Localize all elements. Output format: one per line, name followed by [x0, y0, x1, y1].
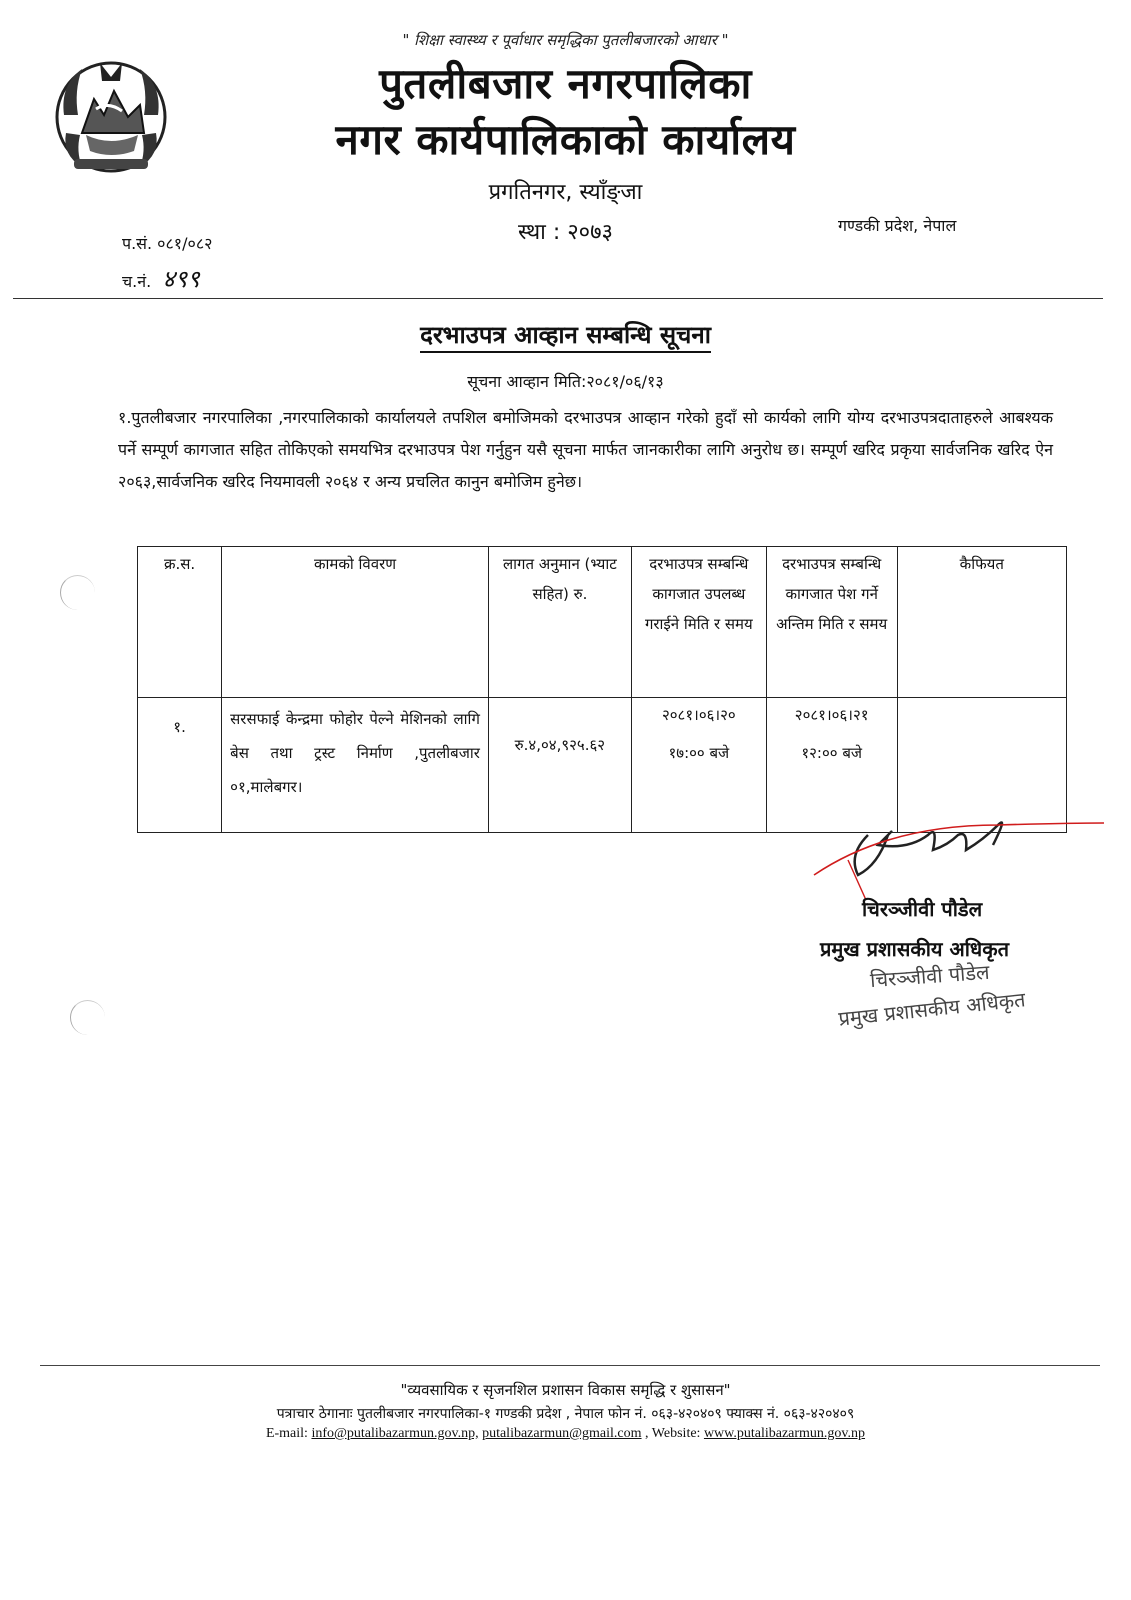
- footer-web: [0, 1426, 1131, 1442]
- established-year: स्था : २०७३: [517, 220, 614, 245]
- punch-hole-mark: [60, 575, 95, 610]
- deadline-date: २०८१।०६।२१: [794, 706, 869, 724]
- notice-title: [0, 318, 1131, 351]
- notice-title-text: दरभाउपत्र आव्हान सम्बन्धि सूचना: [420, 321, 711, 353]
- reference-value: ०८१/०८२: [157, 234, 213, 253]
- reference-label: प.सं.: [122, 234, 153, 253]
- header-deadline: दरभाउपत्र सम्बन्धि कागजात पेश गर्ने अन्तिम मिति र समय: [766, 547, 897, 698]
- email-link-2[interactable]: putalibazarmun@gmail.com: [482, 1426, 642, 1441]
- header-remarks: कैफियत: [897, 547, 1066, 698]
- footer-divider: [40, 1365, 1100, 1366]
- stamp-name: चिरञ्जीवी पौडेल: [869, 959, 991, 993]
- signer-title: प्रमुख प्रशासकीय अधिकृत: [820, 937, 1009, 961]
- available-date: २०८१।०६।२०: [661, 706, 736, 724]
- email-link-1[interactable]: info@putalibazarmun.gov.np,: [311, 1426, 479, 1441]
- header-motto: " शिक्षा स्वास्थ्य र पूर्वाधार समृद्धिका पुतलीबजारको आधार ": [402, 31, 729, 49]
- table-header-row: [138, 547, 1067, 698]
- header-divider: [13, 298, 1103, 299]
- footer-slogan: "व्यवसायिक र सृजनशिल प्रशासन विकास समृद्धि र शुसासन": [400, 1381, 731, 1399]
- office-name: नगर कार्यपालिकाको कार्यालय: [335, 115, 796, 164]
- municipality-name: पुतलीबजार नगरपालिका: [379, 59, 752, 108]
- stamp-title: प्रमुख प्रशासकीय अधिकृत: [837, 987, 1027, 1031]
- chalan-number: [122, 262, 200, 295]
- header-estimate: लागत अनुमान (भ्याट सहित) रु.: [488, 547, 631, 698]
- cell-description: सरसफाई केन्द्रमा फोहोर पेल्ने मेशिनको लागि बेस तथा ट्रस्ट निर्माण ,पुतलीबजार ०१,मालेबगर।: [222, 698, 489, 833]
- signature-icon: [808, 805, 1108, 905]
- reference-number: [122, 232, 212, 254]
- province-label: गण्डकी प्रदेश, नेपाल: [838, 216, 957, 235]
- website-link[interactable]: www.putalibazarmun.gov.np: [703, 1426, 866, 1441]
- punch-hole-mark: [70, 1000, 105, 1035]
- notice-body: १.पुतलीबजार नगरपालिका ,नगरपालिकाको कार्यालयले तपशिल बमोजिमको दरभाउपत्र आव्हान गरेको हुदाँ सो कार्यको लागि योग्य दरभाउपत्रदाताहरुले आबश्यक पर्ने सम्पूर्ण कागजात सहित तोकिएको समयभित्र दरभाउपत्र पेश गर्नुहुन यसै सूचना मार्फत जानकारीका लागि अनुरोध छ। सम्पूर्ण खरिद प्रकृया सार्वजनिक खरिद ऐन २०६३,सार्वजनिक खरिद नियमावली २०६४ र अन्य प्रचलित कानुन बमोजिम हुनेछ।: [118, 408, 1053, 491]
- chalan-label: च.नं.: [122, 272, 152, 291]
- website-label: , Website:: [645, 1426, 701, 1441]
- chalan-value: ४९९: [162, 265, 200, 293]
- available-time: १७:०० बजे: [668, 744, 730, 762]
- email-label: E-mail:: [265, 1426, 308, 1441]
- cell-estimate: रु.४,०४,९२५.६२: [488, 698, 631, 833]
- header-serial: क्र.स.: [138, 547, 222, 698]
- header-description: कामको विवरण: [222, 547, 489, 698]
- tender-table: [137, 546, 1067, 833]
- cell-available: [631, 698, 766, 833]
- signer-name: चिरञ्जीवी पौडेल: [862, 897, 983, 921]
- cell-serial: १.: [138, 698, 222, 833]
- office-address: प्रगतिनगर, स्याँङ्जा: [488, 180, 643, 205]
- deadline-time: १२:०० बजे: [801, 744, 863, 762]
- footer-contact: पत्राचार ठेगानाः पुतलीबजार नगरपालिका-१ गण्डकी प्रदेश , नेपाल फोन नं. ०६३-४२०४०९ फ्याक्स नं. ०६३-४२०४०९: [276, 1406, 855, 1422]
- header-available-date: दरभाउपत्र सम्बन्धि कागजात उपलब्ध गराईने मिति र समय: [631, 547, 766, 698]
- notice-date: सूचना आव्हान मिति:२०८१/०६/१३: [467, 372, 664, 391]
